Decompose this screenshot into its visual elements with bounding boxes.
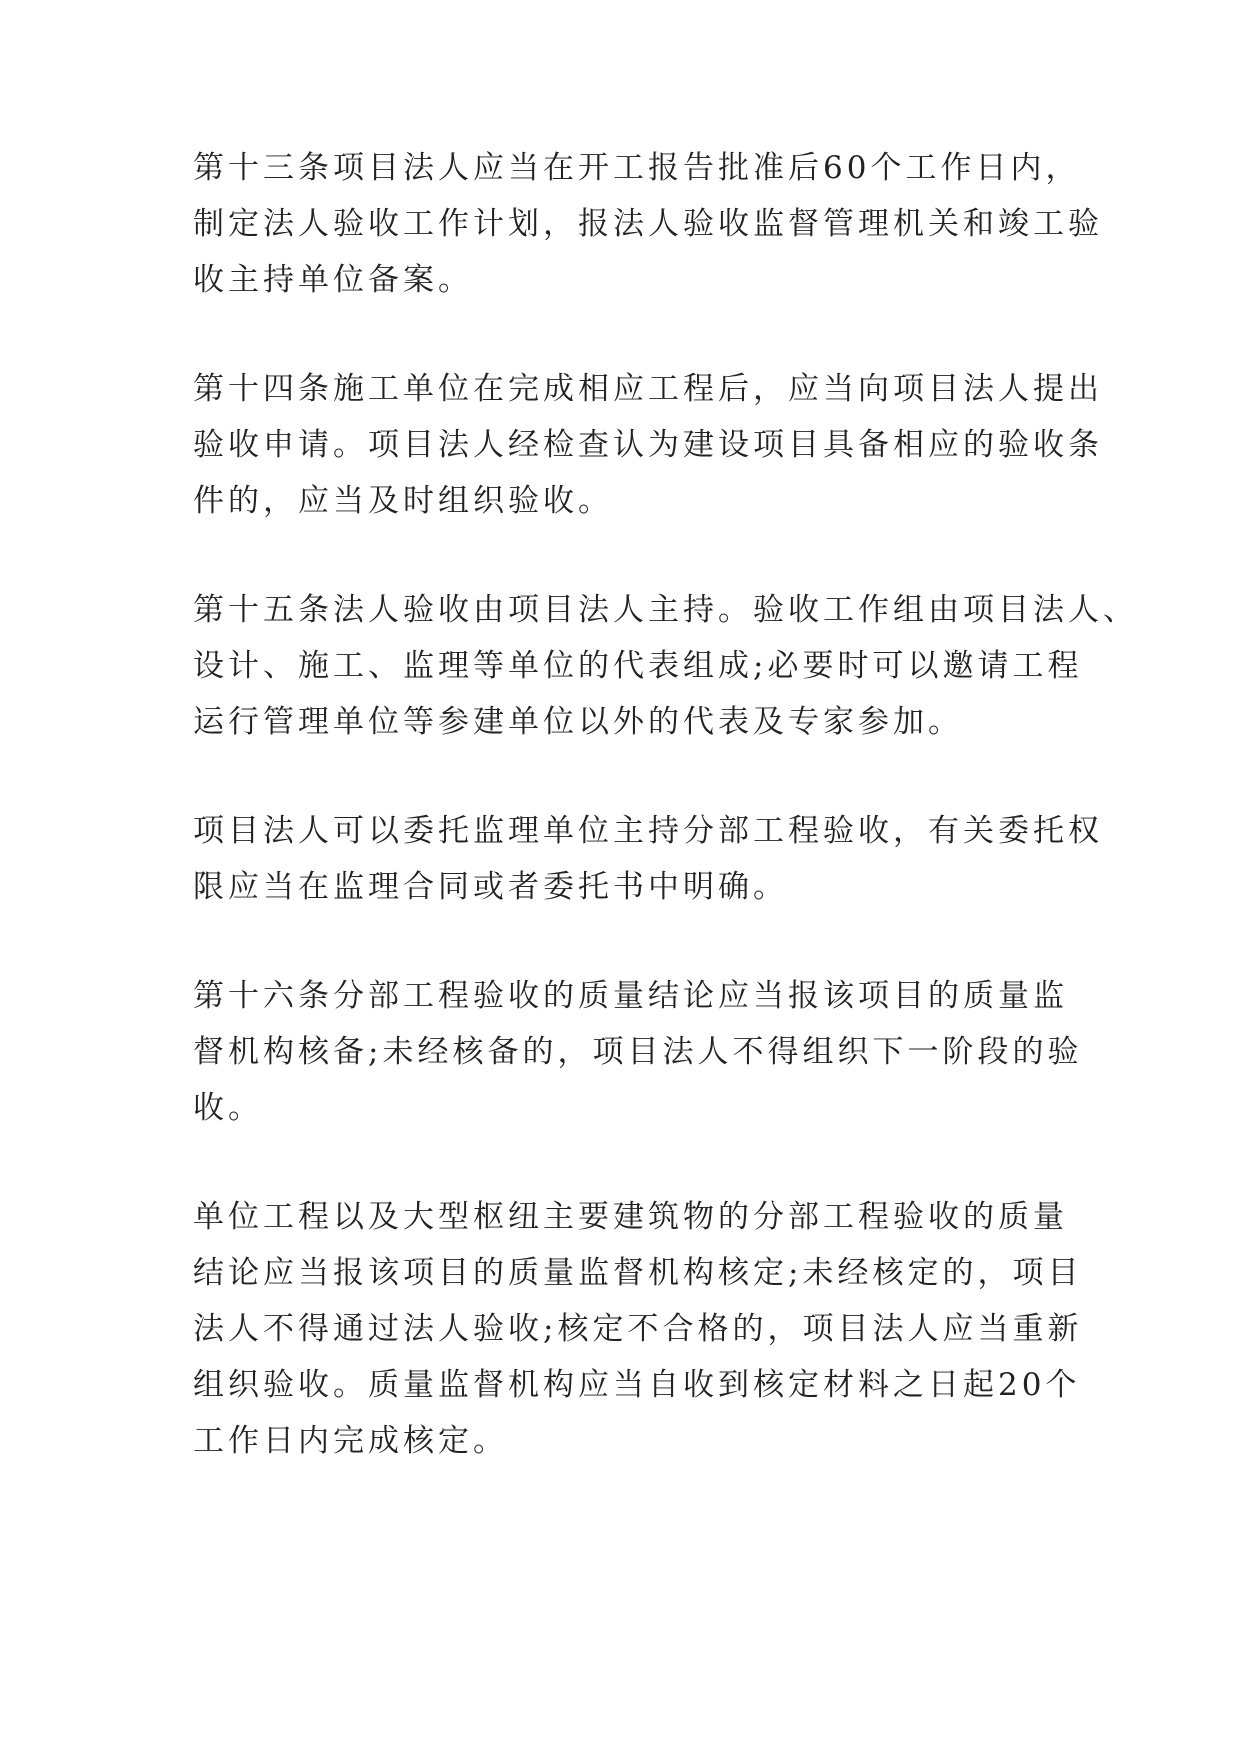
text-line: 项目法人可以委托监理单位主持分部工程验收，有关委托权 xyxy=(193,813,1103,849)
text-line: 运行管理单位等参建单位以外的代表及专家参加。 xyxy=(193,704,963,740)
text-line: 法人不得通过法人验收;核定不合格的，项目法人应当重新 xyxy=(193,1311,1083,1347)
paragraph-article-16 xyxy=(193,968,1083,1136)
text-line: 收主持单位备案。 xyxy=(193,262,473,298)
text-line: 制定法人验收工作计划，报法人验收监督管理机关和竣工验 xyxy=(193,206,1103,242)
text-line: 限应当在监理合同或者委托书中明确。 xyxy=(193,869,788,905)
text-line: 件的，应当及时组织验收。 xyxy=(193,483,613,519)
text-line: 第十三条项目法人应当在开工报告批准后60个工作日内， xyxy=(193,150,1081,186)
paragraph-article-15 xyxy=(193,582,1138,750)
text-line: 单位工程以及大型枢纽主要建筑物的分部工程验收的质量 xyxy=(193,1199,1068,1235)
document-page xyxy=(193,140,1138,1522)
text-line: 工作日内完成核定。 xyxy=(193,1423,508,1459)
text-line: 组织验收。质量监督机构应当自收到核定材料之日起20个 xyxy=(193,1367,1081,1403)
paragraph-quality-verification xyxy=(193,1189,1083,1469)
text-line: 结论应当报该项目的质量监督机构核定;未经核定的，项目 xyxy=(193,1255,1083,1291)
text-line: 收。 xyxy=(193,1090,263,1126)
paragraph-delegation xyxy=(193,803,1103,915)
paragraph-article-14 xyxy=(193,361,1103,529)
paragraph-article-13 xyxy=(193,140,1103,308)
text-line: 督机构核备;未经核备的，项目法人不得组织下一阶段的验 xyxy=(193,1034,1083,1070)
text-line: 验收申请。项目法人经检查认为建设项目具备相应的验收条 xyxy=(193,427,1103,463)
text-line: 第十四条施工单位在完成相应工程后，应当向项目法人提出 xyxy=(193,371,1103,407)
text-line: 第十六条分部工程验收的质量结论应当报该项目的质量监 xyxy=(193,978,1068,1014)
text-line: 第十五条法人验收由项目法人主持。验收工作组由项目法人、 xyxy=(193,592,1138,628)
text-line: 设计、施工、监理等单位的代表组成;必要时可以邀请工程 xyxy=(193,648,1083,684)
